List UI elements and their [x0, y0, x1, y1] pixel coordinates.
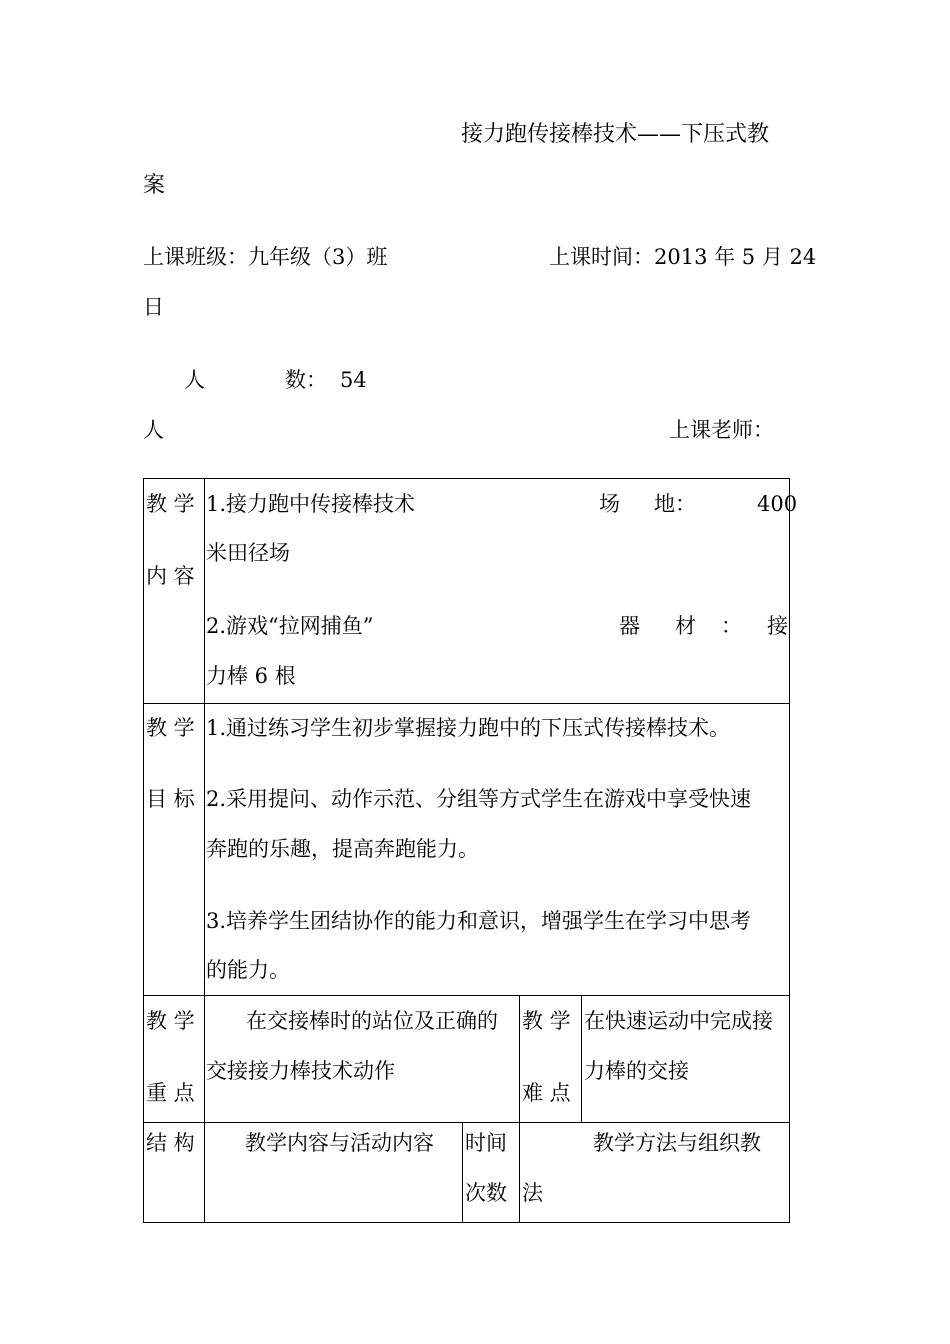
difficulty-text-b: 力棒的交接 [584, 1059, 689, 1083]
goal-2a: 2.采用提问、动作示范、分组等方式学生在游戏中享受快速 [206, 787, 752, 811]
student-count-char1: 人 [184, 368, 205, 392]
content-header-2: 内 容 [146, 564, 195, 588]
equipment-label-1: 器 [619, 614, 640, 638]
time-header-2: 次数 [465, 1181, 507, 1205]
goals-header-2: 目 标 [146, 787, 195, 811]
table-rule-bottom [143, 1222, 790, 1223]
student-count-value: 54 [340, 368, 367, 392]
goal-1: 1.通过练习学生初步掌握接力跑中的下压式传接棒技术。 [206, 716, 731, 740]
content-item-1-cont: 米田径场 [206, 541, 290, 565]
content-item-1: 1.接力跑中传接棒技术 [206, 492, 416, 516]
goal-3b: 的能力。 [206, 958, 290, 982]
keypoint-header-1: 教 学 [146, 1009, 195, 1033]
page-title-continued: 案 [143, 173, 166, 198]
difficulty-header-2: 难 点 [522, 1081, 571, 1105]
goal-3a: 3.培养学生团结协作的能力和意识，增强学生在学习中思考 [206, 909, 752, 933]
time-label: 上课时间：2013 年 5 月 24 [549, 245, 817, 269]
table-rule-1 [143, 703, 790, 704]
class-label: 上课班级：九年级（3）班 [143, 245, 388, 269]
table-rule-top [143, 478, 790, 479]
goal-2b: 奔跑的乐趣，提高奔跑能力。 [206, 837, 479, 861]
table-col-divider-struct-1 [462, 1122, 463, 1222]
teacher-label: 上课老师： [669, 418, 774, 442]
venue-value: 400 [757, 492, 798, 516]
venue-label-1: 场 [599, 492, 620, 516]
venue-label-2: 地： [654, 492, 696, 516]
structure-header: 结 构 [146, 1131, 195, 1155]
content-header-1: 教 学 [146, 492, 195, 516]
goals-header-1: 教 学 [146, 716, 195, 740]
table-rule-3 [143, 1122, 790, 1123]
method-header-b: 法 [522, 1181, 543, 1205]
equipment-label-2: 材 [675, 614, 696, 638]
content-activity-header: 教学内容与活动内容 [245, 1131, 434, 1155]
content-item-2-cont: 力棒 6 根 [206, 664, 296, 688]
time-label-tail: 日 [143, 295, 164, 319]
keypoint-text-b: 交接接力棒技术动作 [206, 1059, 395, 1083]
table-border-right [789, 478, 790, 1223]
difficulty-text-a: 在快速运动中完成接 [584, 1009, 773, 1033]
table-col-divider-keys-2 [581, 995, 582, 1122]
equipment-label-3: ： [721, 614, 742, 638]
difficulty-header-1: 教 学 [522, 1009, 571, 1033]
keypoint-header-2: 重 点 [146, 1081, 195, 1105]
equipment-label-4: 接 [767, 614, 788, 638]
table-col-divider-keys-1 [519, 995, 520, 1122]
table-rule-2 [143, 995, 790, 996]
student-count-char2: 数： [285, 368, 327, 392]
time-header-1: 时间 [465, 1131, 507, 1155]
method-header-a: 教学方法与组织教 [593, 1131, 761, 1155]
content-item-2: 2.游戏“拉网捕鱼” [206, 614, 374, 638]
table-col-divider-struct-2 [519, 1122, 520, 1222]
keypoint-text-a: 在交接棒时的站位及正确的 [246, 1009, 498, 1033]
page-title: 接力跑传接棒技术——下压式教 [461, 122, 770, 147]
table-col-divider [204, 478, 205, 1223]
lesson-plan-table [143, 478, 798, 1223]
student-count-unit: 人 [143, 418, 164, 442]
table-border-left [143, 478, 144, 1223]
